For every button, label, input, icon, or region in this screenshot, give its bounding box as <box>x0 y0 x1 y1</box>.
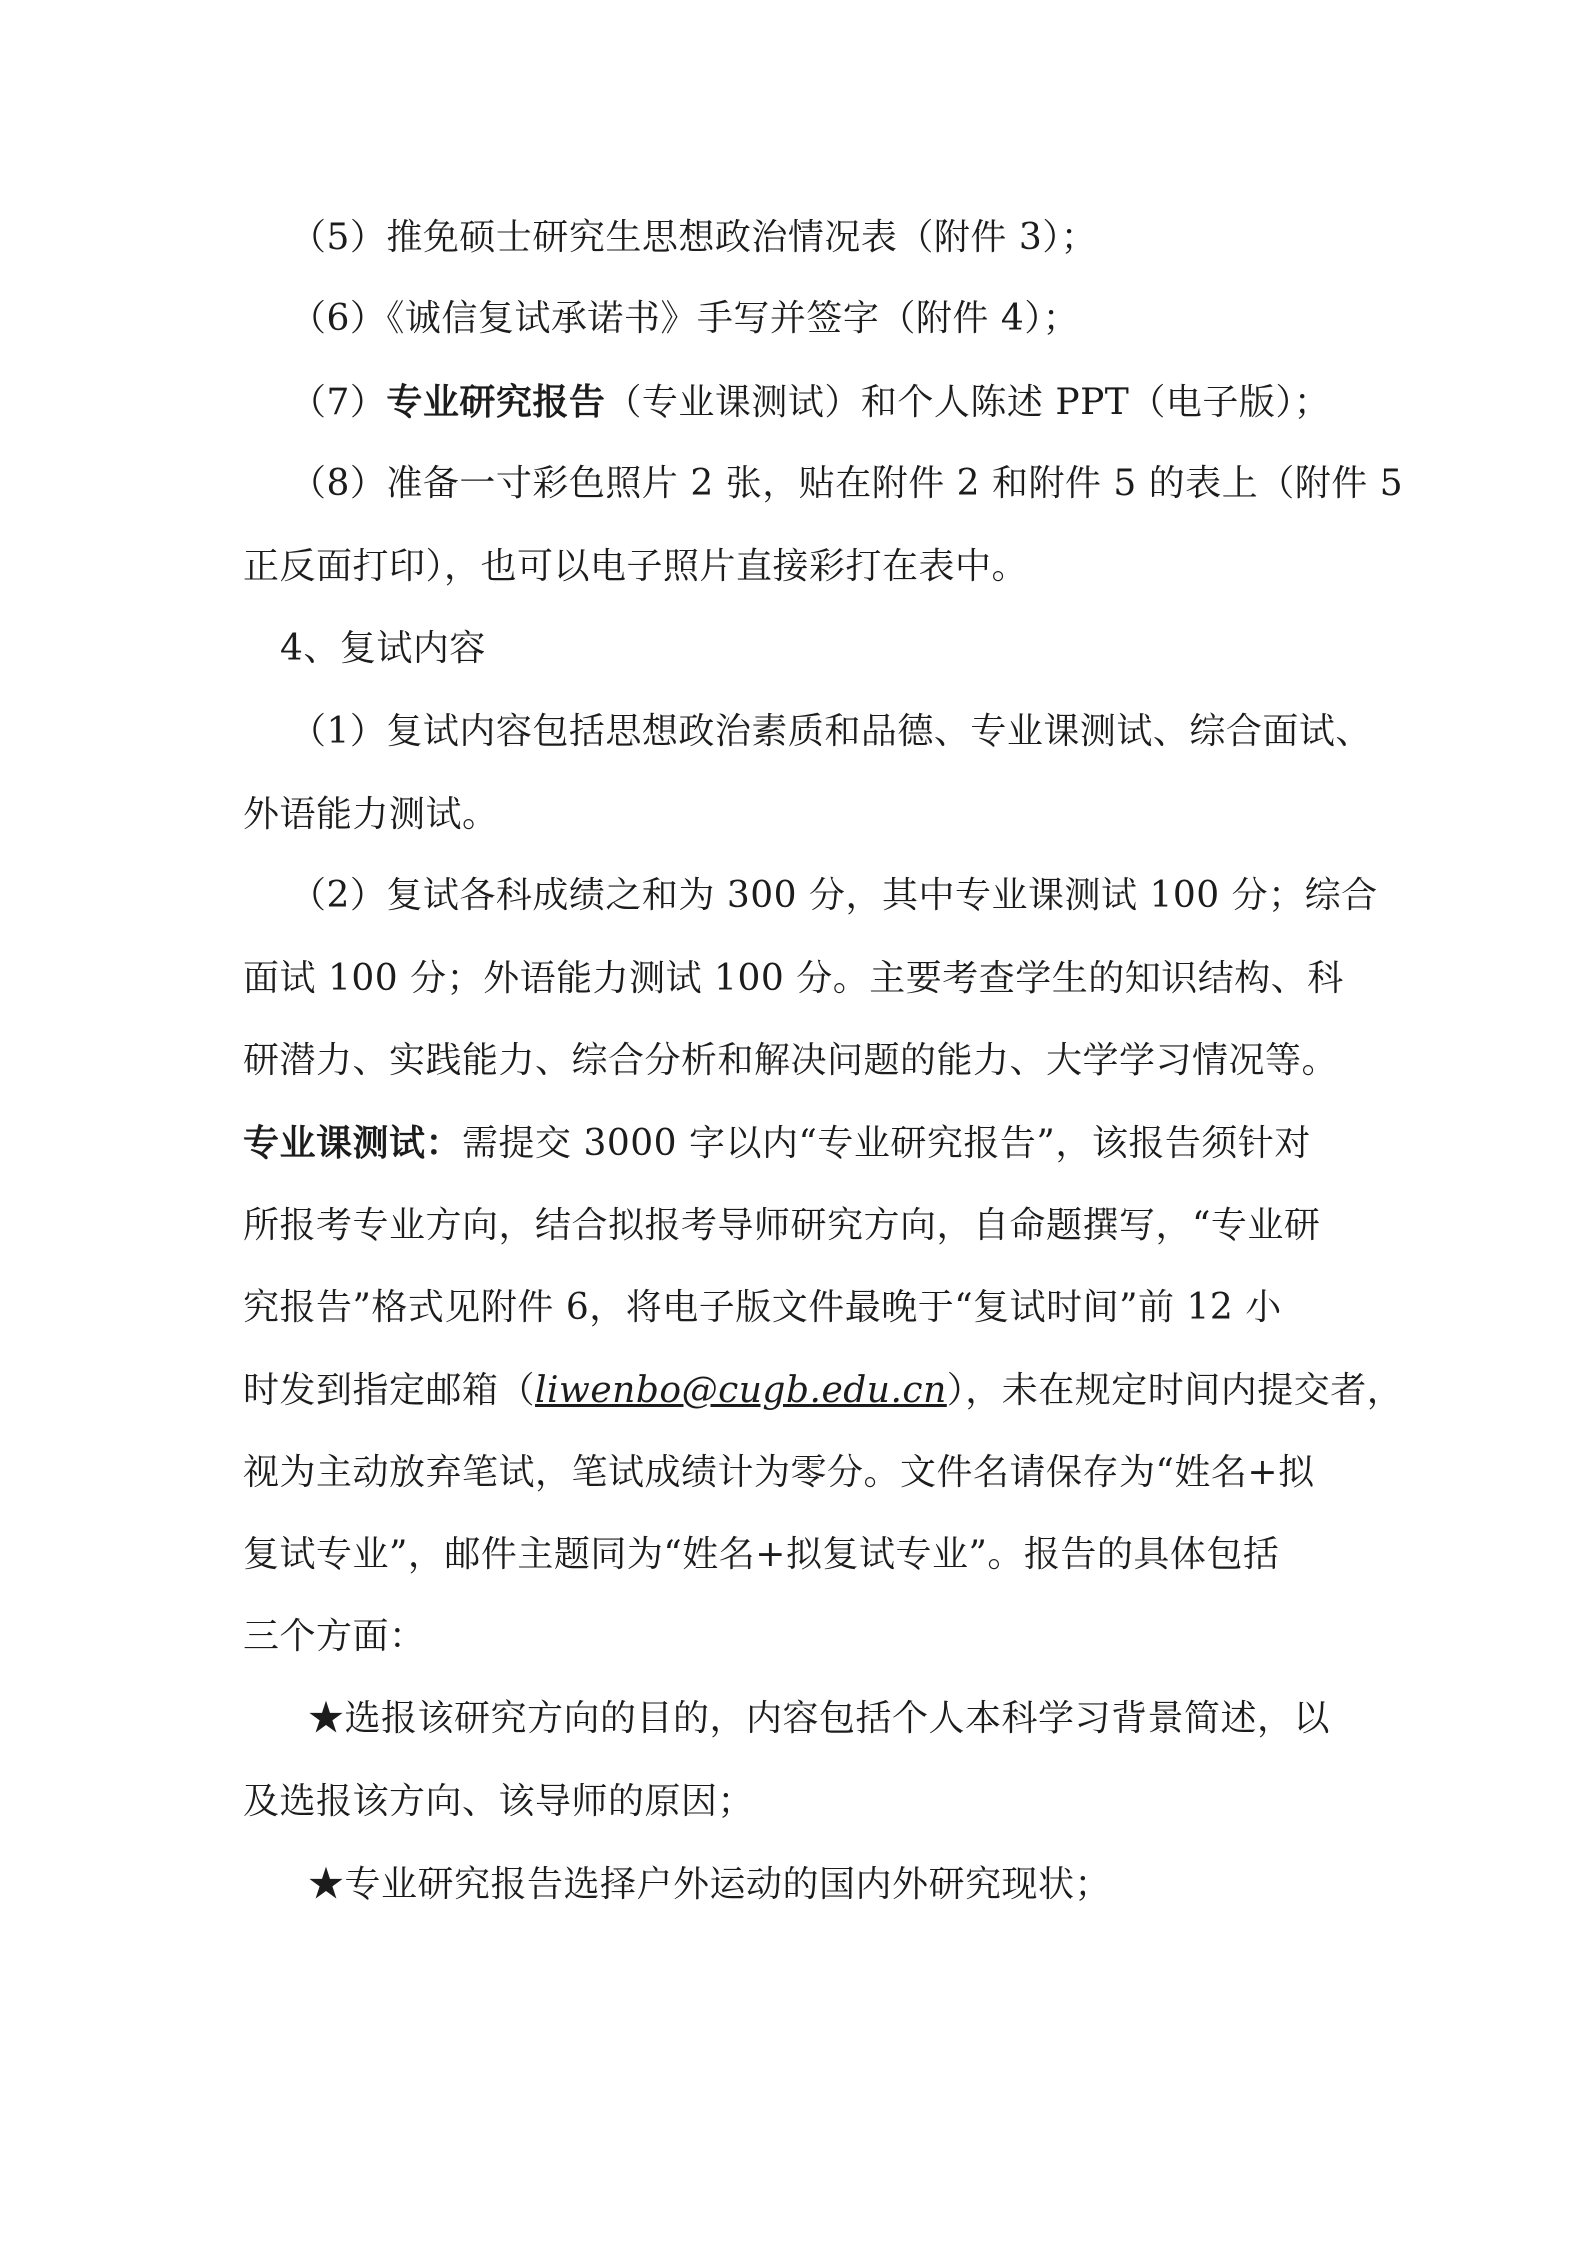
list-item-8-continuation: 正反面打印），也可以电子照片直接彩打在表中。 <box>243 546 1029 587</box>
paragraph-line: 外语能力测试。 <box>243 794 499 835</box>
paragraph-line: 时发到指定邮箱（liwenbo@cugb.edu.cn），未在规定时间内提交者， <box>243 1370 1404 1411</box>
paragraph-line: （2）复试各科成绩之和为 300 分，其中专业课测试 100 分；综合 <box>290 875 1378 916</box>
paragraph-line: 研潜力、实践能力、综合分析和解决问题的能力、大学学习情况等。 <box>243 1040 1339 1081</box>
list-item-8: （8）准备一寸彩色照片 2 张，贴在附件 2 和附件 5 的表上（附件 5 <box>290 463 1404 504</box>
paragraph-line: 专业课测试：需提交 3000 字以内“专业研究报告”，该报告须针对 <box>243 1122 1311 1164</box>
paragraph-line: 究报告”格式见附件 6，将电子版文件最晚于“复试时间”前 12 小 <box>243 1287 1282 1328</box>
list-item-7: （7）专业研究报告（专业课测试）和个人陈述 PPT（电子版）； <box>290 381 1331 423</box>
list-item-6: （6）《诚信复试承诺书》手写并签字（附件 4）； <box>290 298 1080 339</box>
bullet-item-continuation: 及选报该方向、该导师的原因； <box>243 1781 755 1822</box>
paragraph-line: 所报考专业方向，结合拟报考导师研究方向，自命题撰写，“专业研 <box>243 1205 1321 1246</box>
section-heading-retest-content: 4、复试内容 <box>280 628 486 669</box>
list-item-5: （5）推免硕士研究生思想政治情况表（附件 3）； <box>290 217 1098 258</box>
paragraph-line: 面试 100 分；外语能力测试 100 分。主要考查学生的知识结构、科 <box>243 958 1344 999</box>
bold-term: 专业研究报告 <box>386 381 606 423</box>
paragraph-line: （1）复试内容包括思想政治素质和品德、专业课测试、综合面试、 <box>290 711 1372 752</box>
paragraph-line: 视为主动放弃笔试，笔试成绩计为零分。文件名请保存为“姓名+拟 <box>243 1452 1315 1493</box>
paragraph-line: 复试专业”，邮件主题同为“姓名+拟复试专业”。报告的具体包括 <box>243 1534 1280 1575</box>
bullet-item: ★专业研究报告选择户外运动的国内外研究现状； <box>308 1864 1112 1905</box>
paragraph-line: 三个方面： <box>243 1616 426 1657</box>
bold-term: 专业课测试： <box>243 1122 463 1164</box>
email-link[interactable]: liwenbo@cugb.edu.cn <box>535 1370 947 1411</box>
bullet-item: ★选报该研究方向的目的，内容包括个人本科学习背景简述，以 <box>308 1698 1331 1739</box>
